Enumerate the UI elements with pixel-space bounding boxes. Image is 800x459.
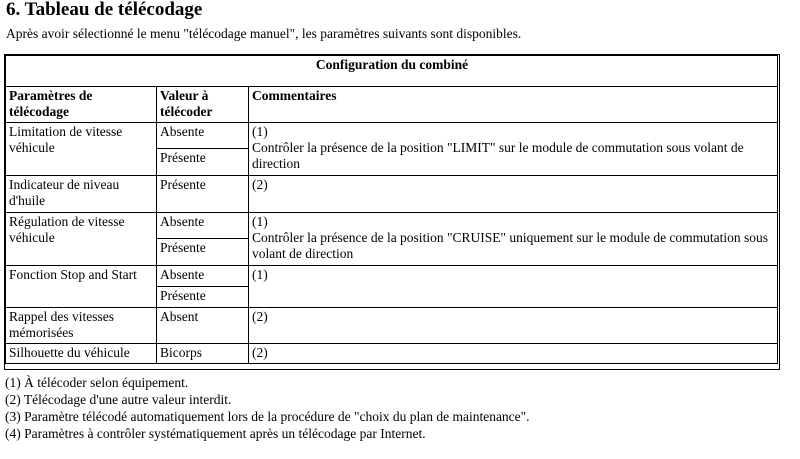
table-row <box>6 176 778 213</box>
param-cell: Indicateur de niveau d'huile <box>6 176 157 213</box>
value-cell: Absente <box>157 213 249 239</box>
note-ref: (1) <box>252 124 268 139</box>
comment-cell <box>249 176 778 213</box>
note-ref: (1) <box>252 214 268 229</box>
value-cell: Présente <box>157 287 249 308</box>
param-cell: Rappel des vitesses mémorisées <box>6 308 157 344</box>
table-row <box>6 266 778 287</box>
comment-cell <box>249 344 778 364</box>
value-cell: Présente <box>157 176 249 213</box>
footnote: (3) Paramètre télécodé automatiquement lors de la procédure de "choix du plan de maintenance". <box>5 409 530 424</box>
header-value: Valeur à télécoder <box>157 87 249 123</box>
param-cell: Fonction Stop and Start <box>6 266 157 308</box>
value-cell: Absente <box>157 266 249 287</box>
footnotes <box>5 374 530 442</box>
telecoding-table <box>5 55 778 364</box>
table-caption: Configuration du combiné <box>6 56 778 87</box>
comment-cell <box>249 266 778 308</box>
param-cell: Régulation de vitesse véhicule <box>6 213 157 266</box>
table-row <box>6 344 778 364</box>
note-ref: (2) <box>252 177 268 192</box>
comment-cell <box>249 213 778 266</box>
note-ref: (2) <box>252 309 268 324</box>
table-row <box>6 123 778 149</box>
note-ref: (1) <box>252 267 268 282</box>
value-cell: Présente <box>157 149 249 176</box>
header-comment: Commentaires <box>249 87 778 123</box>
value-cell: Présente <box>157 239 249 266</box>
header-param: Paramètres de télécodage <box>6 87 157 123</box>
param-cell: Limitation de vitesse véhicule <box>6 123 157 176</box>
footnote: (4) Paramètres à contrôler systématiquement après un télécodage par Internet. <box>5 426 426 441</box>
table-row <box>6 213 778 239</box>
note-ref: (2) <box>252 345 268 360</box>
comment-cell <box>249 123 778 176</box>
value-cell: Absente <box>157 123 249 149</box>
footnote: (1) À télécoder selon équipement. <box>5 375 189 390</box>
table-row <box>6 308 778 344</box>
page-title: 6. Tableau de télécodage <box>6 0 203 20</box>
param-cell: Silhouette du véhicule <box>6 344 157 364</box>
comment-cell <box>249 308 778 344</box>
value-cell: Absent <box>157 308 249 344</box>
intro-text: Après avoir sélectionné le menu "télécodage manuel", les paramètres suivants sont disponibles. <box>6 26 522 41</box>
value-cell: Bicorps <box>157 344 249 364</box>
comment-text: Contrôler la présence de la position "CRUISE" uniquement sur le module de commutation sous volant de direction <box>252 230 769 261</box>
footnote: (2) Télécodage d'une autre valeur interdit. <box>5 392 232 407</box>
comment-text: Contrôler la présence de la position "LIMIT" sur le module de commutation sous volant de direction <box>252 140 744 171</box>
